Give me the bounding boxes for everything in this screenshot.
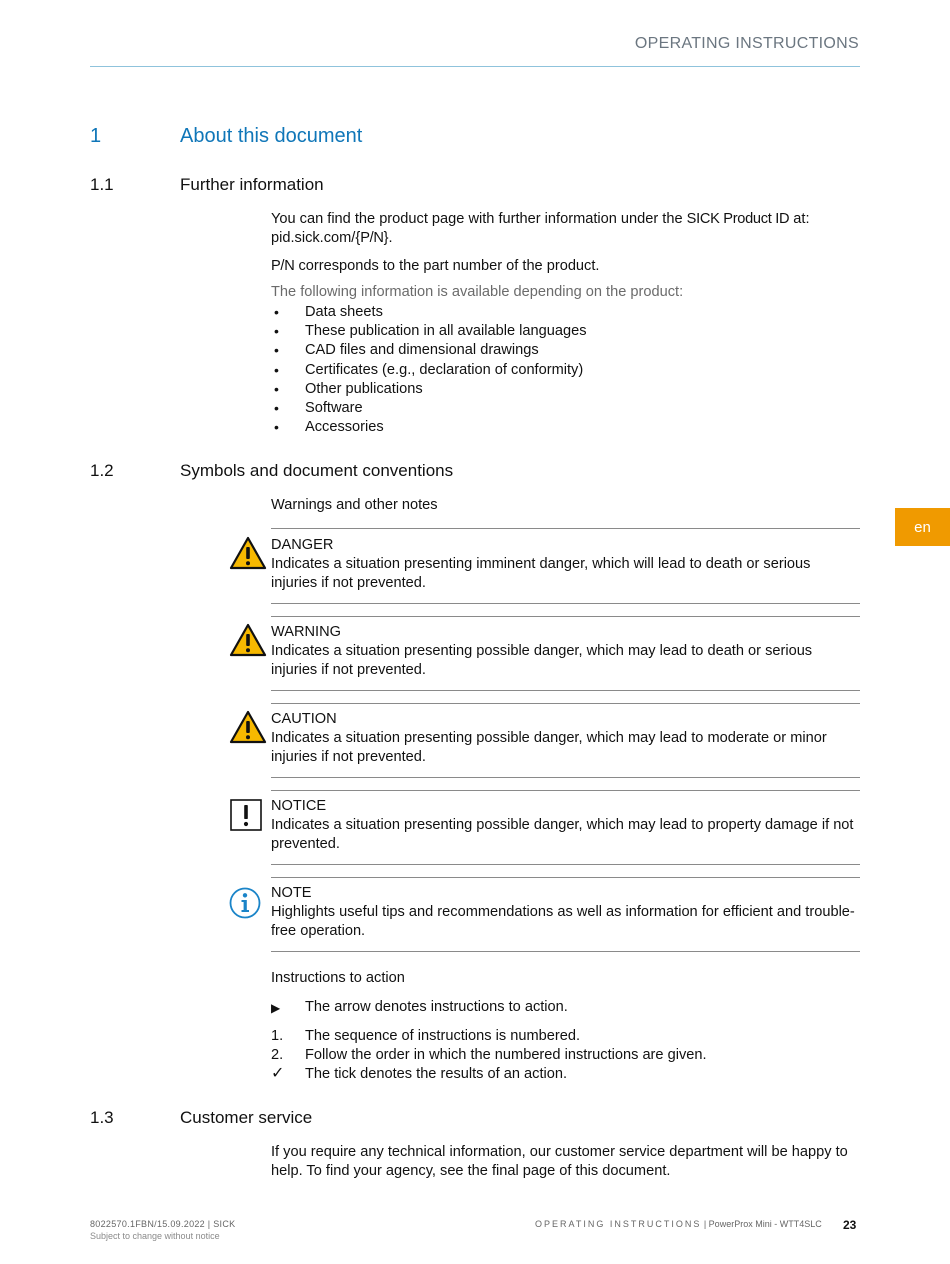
info-list	[271, 303, 587, 437]
checkmark-icon: ✓	[271, 1065, 285, 1083]
note-label: WARNING	[271, 624, 341, 640]
notice-exclamation-icon	[229, 798, 267, 832]
note-top-rule	[271, 616, 860, 617]
note-text: Indicates a situation presenting imminent danger, which will lead to death or serious injuries if not prevented.	[271, 556, 811, 591]
note-label: NOTE	[271, 885, 312, 901]
notice-note	[271, 797, 860, 854]
list-item: • Other publications	[274, 380, 423, 397]
action-arrow-list	[271, 998, 568, 1017]
note-text: Indicates a situation presenting possible danger, which may lead to death or serious injuries if not prevented.	[271, 643, 813, 678]
list-item: 2. Follow the order in which the numbered instructions are given.	[271, 1047, 707, 1064]
list-item: • Certificates (e.g., declaration of conformity)	[274, 361, 584, 378]
product-id-paragraph: You can find the product page with further information under the SICK Product ID at: pid.sick.com/{P/N}.	[271, 211, 810, 246]
footer-notice: Subject to change without notice	[90, 1231, 220, 1241]
numbered-steps-list	[271, 1027, 707, 1085]
note-top-rule	[271, 790, 860, 791]
warnings-heading: Warnings and other notes	[271, 497, 438, 513]
arrow-right-icon: ▶	[271, 1001, 281, 1015]
list-item: ✓ The tick denotes the results of an action.	[271, 1065, 568, 1083]
list-item: • Accessories	[274, 419, 384, 436]
instructions-heading: Instructions to action	[271, 970, 405, 986]
note-text: Highlights useful tips and recommendations as well as information for efficient and trouble-free operation.	[271, 904, 855, 939]
product-id-term: SICK Product ID	[686, 211, 790, 227]
note-bottom-rule	[271, 951, 860, 952]
note-top-rule	[271, 528, 860, 529]
chapter-title: About this document	[180, 125, 363, 147]
section-1-3-title: Customer service	[180, 1108, 313, 1127]
note-bottom-rule	[271, 864, 860, 865]
note-label: DANGER	[271, 537, 334, 553]
section-1-1-title: Further information	[180, 175, 324, 194]
list-item: • These publication in all available languages	[274, 323, 587, 340]
note-top-rule	[271, 703, 860, 704]
section-1-2-title: Symbols and document conventions	[180, 461, 454, 480]
section-1-3-number: 1.3	[90, 1108, 114, 1127]
section-1-1-number: 1.1	[90, 175, 114, 194]
customer-service-paragraph: If you require any technical information, our customer service department will be happy to help. To find your agency, see the final page of this document.	[271, 1144, 848, 1179]
note-bottom-rule	[271, 603, 860, 604]
danger-note	[271, 536, 860, 593]
caution-note	[271, 710, 860, 767]
warning-note	[271, 623, 860, 680]
note-label: CAUTION	[271, 711, 337, 727]
section-1-2-number: 1.2	[90, 461, 114, 480]
running-header: OPERATING INSTRUCTIONS	[634, 35, 859, 52]
note-bottom-rule	[271, 690, 860, 691]
footer-document-id: 8022570.1FBN/15.09.2022 | SICK	[90, 1219, 236, 1229]
warning-triangle-icon	[229, 623, 267, 657]
warning-triangle-icon	[229, 536, 267, 570]
list-item: • Data sheets	[274, 304, 383, 320]
page-number: 23	[843, 1218, 857, 1232]
list-item: • CAD files and dimensional drawings	[274, 342, 539, 359]
note-text: Indicates a situation presenting possible danger, which may lead to moderate or minor injuries if not prevented.	[271, 730, 827, 765]
list-item: ▶ The arrow denotes instructions to action.	[271, 998, 568, 1017]
note-label: NOTICE	[271, 798, 327, 814]
language-tab[interactable]: en	[895, 508, 950, 546]
note-top-rule	[271, 877, 860, 878]
header-rule	[90, 66, 860, 67]
info-note	[271, 884, 860, 941]
footer-title: OPERATING INSTRUCTIONS | PowerProx Mini - WTT4SLC	[535, 1219, 822, 1229]
note-bottom-rule	[271, 777, 860, 778]
list-item: 1. The sequence of instructions is numbered.	[271, 1028, 581, 1044]
note-text: Indicates a situation presenting possible danger, which may lead to property damage if not prevented.	[271, 817, 854, 852]
chapter-number: 1	[90, 125, 102, 147]
info-list-intro: The following information is available depending on the product:	[271, 284, 684, 300]
warning-triangle-icon	[229, 710, 267, 744]
part-number-paragraph: P/N corresponds to the part number of the product.	[271, 258, 600, 274]
list-item: • Software	[274, 399, 363, 416]
info-circle-icon	[229, 886, 267, 920]
